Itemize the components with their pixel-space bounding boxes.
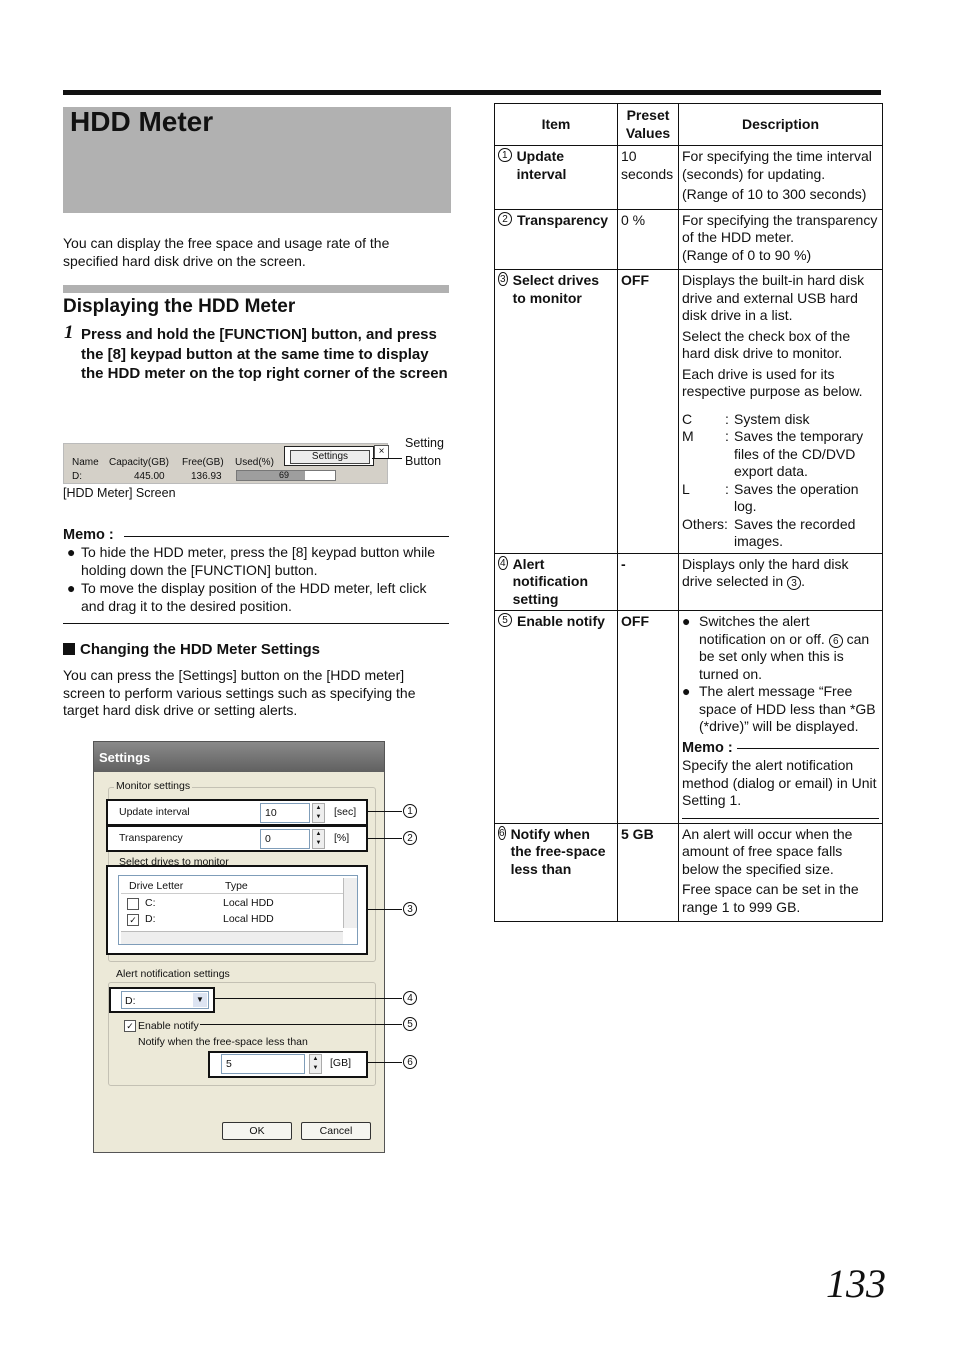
ref-number: 6 xyxy=(829,634,843,648)
drives-list[interactable] xyxy=(118,875,358,945)
section-heading: Displaying the HDD Meter xyxy=(63,296,296,317)
ref-number: 3 xyxy=(787,576,801,590)
subsection-text: You can press the [Settings] button on the [HDD meter] screen to perform various settings such as specifying the target hard disk drive or setting alerts. xyxy=(63,667,416,718)
transparency-spinner[interactable]: ▲ ▼ xyxy=(312,829,325,849)
update-interval-label: Update interval xyxy=(119,806,190,818)
dialog-titlebar xyxy=(94,742,384,772)
drive-key: M xyxy=(682,428,694,444)
memo-rule xyxy=(124,536,449,537)
update-interval-value: 10 xyxy=(265,807,277,819)
table-memo-title: Memo : xyxy=(682,739,733,756)
bullet-icon: ● xyxy=(682,683,691,699)
page-title: HDD Meter xyxy=(70,106,214,137)
row-number: 4 xyxy=(500,557,506,569)
table-header-row xyxy=(495,104,883,146)
hdd-meter-bar xyxy=(63,443,388,484)
drive-purpose: Saves the recorded images. xyxy=(734,515,856,549)
drive-d-checkbox[interactable]: ✓ xyxy=(127,914,139,926)
usage-bar xyxy=(236,470,336,481)
table-row xyxy=(495,209,883,270)
notify-threshold-input[interactable] xyxy=(221,1054,305,1074)
row-item: Select drives to monitor xyxy=(512,272,600,306)
callout-number-4: 4 xyxy=(403,991,417,1005)
drive-purpose-list: C : System disk M : Saves the temporary files of the CD/DVD export data. L : Saves the operation log. Others: Saves the recorded images. xyxy=(682,411,879,551)
bullet-item xyxy=(682,683,879,736)
transparency-unit: [%] xyxy=(334,832,350,844)
notify-threshold-spinner[interactable]: ▲ ▼ xyxy=(309,1054,322,1074)
row-preset: OFF xyxy=(618,270,679,554)
intro-text: You can display the free space and usage rate of the specified hard disk drive on the screen. xyxy=(63,235,390,269)
meter-value-free: 136.93 xyxy=(191,471,222,482)
alert-drive-select[interactable] xyxy=(121,991,209,1009)
meter-header-name: Name xyxy=(72,457,99,468)
callout-number-5: 5 xyxy=(403,1017,417,1031)
enable-notify-checkbox[interactable]: ✓ xyxy=(124,1020,136,1032)
setting-button-callout: Setting Button xyxy=(405,436,444,468)
alert-settings-label: Alert notification settings xyxy=(116,968,230,980)
subsection-heading xyxy=(63,641,320,658)
callout-line-1 xyxy=(367,811,402,812)
update-interval-spinner[interactable]: ▲ ▼ xyxy=(312,803,325,823)
callout-line-6 xyxy=(367,1062,402,1063)
bullet-icon: ● xyxy=(67,580,76,596)
memo-item-text: To move the display position of the HDD meter, left click and drag it to the desired position. xyxy=(81,580,427,614)
row-number: 3 xyxy=(498,272,508,286)
meter-header-free: Free(GB) xyxy=(182,457,224,468)
row-item: Enable notify xyxy=(517,613,605,629)
drive-d-type: Local HDD xyxy=(223,913,274,925)
callout-line-4 xyxy=(214,998,402,999)
memo-item-text: To hide the HDD meter, press the [8] keypad button while holding down the [FUNCTION] button. xyxy=(81,544,436,578)
table-row xyxy=(495,823,883,922)
callout-line-5 xyxy=(200,1024,402,1025)
bullet-text-end: can be set only when this is turned on. xyxy=(699,630,870,682)
drive-c-type: Local HDD xyxy=(223,897,274,909)
drive-d-letter: D: xyxy=(145,913,156,925)
usage-percent: 69 xyxy=(279,470,290,480)
callout-number-6: 6 xyxy=(403,1055,417,1069)
row-number: 6 xyxy=(499,827,505,839)
drive-purpose: Saves the operation log. xyxy=(734,480,859,514)
bullet-text: The alert message “Free space of HDD less than *GB (*drive)” will be displayed. xyxy=(699,683,876,734)
row-desc: An alert will occur when the amount of free space falls below the specified size. xyxy=(682,825,853,877)
row-desc: Free space can be set in the range 1 to 999 GB. xyxy=(682,881,859,915)
row-number: 1 xyxy=(498,148,512,162)
update-interval-input[interactable] xyxy=(260,803,310,823)
table-memo-text: Specify the alert notification method (dialog or email) in Unit Setting 1. xyxy=(682,757,877,808)
monitor-settings-label: Monitor settings xyxy=(116,780,191,792)
row-desc: Displays the built-in hard disk drive and external USB hard disk drive in a list. xyxy=(682,272,865,323)
settings-dialog xyxy=(93,741,385,1153)
row-item: Alert notification setting xyxy=(512,555,588,607)
transparency-label: Transparency xyxy=(119,832,183,844)
meter-caption: [HDD Meter] Screen xyxy=(63,486,176,500)
drive-key: L xyxy=(682,480,690,497)
drive-purpose: Saves the temporary files of the CD/DVD export data. xyxy=(734,428,864,479)
settings-table xyxy=(494,103,883,922)
notify-threshold-unit: [GB] xyxy=(330,1057,352,1069)
table-row xyxy=(495,270,883,554)
row-desc: Displays only the hard disk drive selected in xyxy=(682,555,849,589)
drive-key: C xyxy=(682,410,693,427)
update-interval-unit: [sec] xyxy=(334,806,357,818)
meter-header-used: Used(%) xyxy=(235,457,274,468)
table-row xyxy=(495,146,883,210)
drive-c-letter: C: xyxy=(145,897,156,909)
close-icon[interactable]: × xyxy=(374,445,389,459)
drive-key: Others: xyxy=(682,515,728,532)
step-number: 1 xyxy=(64,322,74,343)
table-memo-heading xyxy=(682,740,879,758)
header-description: Description xyxy=(679,104,883,146)
enable-notify-label[interactable]: Enable notify xyxy=(138,1020,199,1032)
bullet-icon: ● xyxy=(682,613,691,629)
header-item: Item xyxy=(495,104,618,146)
page-number: 133 xyxy=(826,1261,886,1306)
setting-callout-line xyxy=(372,458,402,459)
meter-value-capacity: 445.00 xyxy=(134,471,165,482)
alert-drive-value: D: xyxy=(125,995,136,1007)
chevron-down-icon[interactable]: ▼ xyxy=(193,993,207,1007)
table-row xyxy=(495,611,883,824)
row-desc: (Range of 0 to 90 %) xyxy=(682,246,812,263)
memo-item xyxy=(67,580,449,615)
bullet-icon: ● xyxy=(67,544,76,560)
top-rule xyxy=(63,90,881,95)
usage-bar-fill xyxy=(237,471,305,480)
transparency-value: 0 xyxy=(265,833,271,845)
table-memo-rule xyxy=(682,818,879,819)
transparency-input[interactable] xyxy=(260,829,310,849)
row-number: 2 xyxy=(498,212,512,226)
horizontal-scrollbar[interactable] xyxy=(121,931,343,944)
cancel-button[interactable]: Cancel xyxy=(301,1122,371,1140)
callout-number-1: 1 xyxy=(403,804,417,818)
row-item: Transparency xyxy=(517,211,609,228)
settings-button-frame[interactable] xyxy=(284,446,374,466)
section-bar xyxy=(63,285,449,293)
row-desc: For specifying the transparency of the HDD meter. xyxy=(682,211,878,245)
ok-button[interactable]: OK xyxy=(222,1122,292,1140)
row-desc: Select the check box of the hard disk drive to monitor. xyxy=(682,327,851,361)
callout-number-2: 2 xyxy=(403,831,417,845)
memo-heading: Memo : xyxy=(63,527,114,543)
notify-threshold-value: 5 xyxy=(226,1058,232,1070)
meter-header-capacity: Capacity(GB) xyxy=(109,457,170,468)
callout-line-3 xyxy=(367,909,402,910)
row-preset: 0 % xyxy=(618,209,679,270)
settings-button[interactable]: Settings xyxy=(290,450,370,464)
row-preset: 5 GB xyxy=(618,823,679,922)
row-preset: - xyxy=(618,553,679,611)
row-desc: For specifying the time interval (seconds) for updating. xyxy=(682,148,872,182)
notify-threshold-label: Notify when the free-space less than xyxy=(138,1036,308,1048)
row-number: 5 xyxy=(498,613,512,627)
column-type: Type xyxy=(225,880,248,892)
dialog-title: Settings xyxy=(99,750,151,765)
meter-value-name: D: xyxy=(72,471,82,482)
square-bullet-icon xyxy=(63,643,75,655)
drive-c-checkbox[interactable] xyxy=(127,898,139,910)
row-item: Notify when the free-space less than xyxy=(510,825,606,877)
vertical-scrollbar[interactable] xyxy=(343,878,357,928)
callout-number-3: 3 xyxy=(403,902,417,916)
row-desc: (Range of 10 to 300 seconds) xyxy=(682,186,867,202)
memo-item xyxy=(67,544,449,579)
memo-bottom-rule xyxy=(63,623,449,624)
row-desc: Each drive is used for its respective purpose as below. xyxy=(682,365,863,399)
bullet-text: Switches the alert notification on or off. xyxy=(699,613,829,647)
column-drive-letter: Drive Letter xyxy=(129,880,184,892)
select-drives-label: Select drives to monitor xyxy=(119,856,229,865)
row-desc-end: . xyxy=(801,573,805,589)
list-header-divider xyxy=(121,893,343,894)
row-preset: 10 seconds xyxy=(618,146,679,210)
row-preset: OFF xyxy=(618,611,679,824)
table-row xyxy=(495,553,883,611)
header-preset: Preset Values xyxy=(618,104,679,146)
bullet-item xyxy=(682,613,879,683)
drive-purpose: System disk xyxy=(734,410,810,427)
subsection-heading-text: Changing the HDD Meter Settings xyxy=(80,641,321,658)
callout-line-2 xyxy=(367,838,402,839)
row-item: Update interval xyxy=(516,148,567,182)
step-text: Press and hold the [FUNCTION] button, and press the [8] keypad button at the same time to display the HDD meter on the top right corner of the screen xyxy=(81,326,448,382)
